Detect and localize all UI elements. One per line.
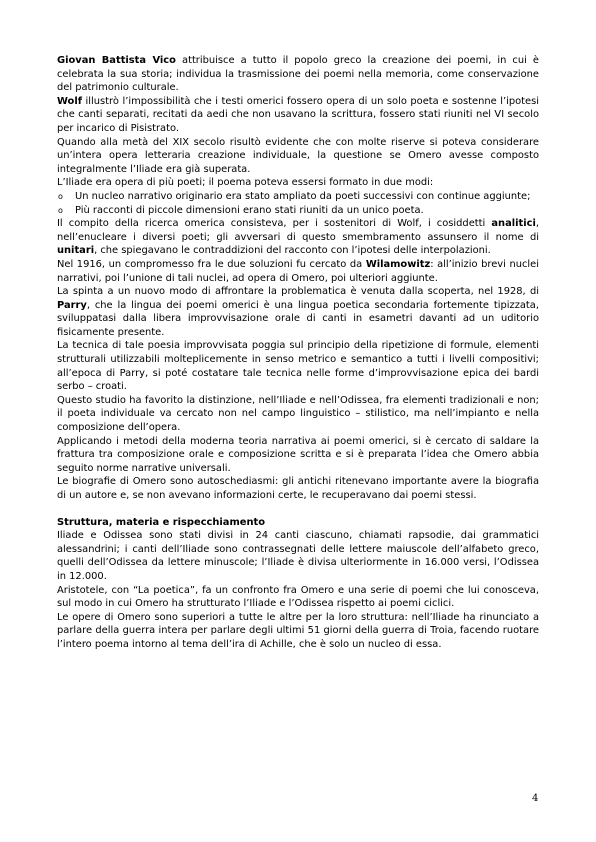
text-run: Nel 1916, un compromesso fra le due soluzioni fu cercato da	[57, 258, 366, 270]
name-wilamowitz: Wilamowitz	[365, 258, 431, 270]
paragraph-parry	[57, 285, 539, 339]
name-wolf: Wolf	[57, 95, 83, 107]
text-run: La spinta a un nuovo modo di affrontare la problematica è venuta dalla scoperta, nel 1928, di	[57, 286, 539, 298]
paragraph-tecnica: La tecnica di tale poesia improvvisata poggia sul principio della ripetizione di formule, elementi strutturali utilizzabili molteplicemente in senso metrico e semantico a tutti i livelli compositivi; all’epoca di Parry, si poté costatare tale tecnica nelle forme d’improvvisazione epica dei bardi serbo – croati.	[57, 340, 539, 393]
paragraph-wilamowitz	[57, 258, 539, 285]
paragraph-text: illustrò l’impossibilità che i testi omerici fossero opera di un solo poeta e sostenne l’ipotesi che canti separati, recitati da aedi che non usavano la scrittura, fossero stati riuniti nel VI secolo per incarico di Pisistrato.	[57, 95, 539, 134]
section-heading: Struttura, materia e rispecchiamento	[57, 516, 265, 528]
document-page	[57, 54, 539, 652]
bullet-marker: o	[58, 191, 63, 201]
paragraph-xix-secolo: Quando alla metà del XIX secolo risultò evidente che con molte riserve si poteva considerare un’intera opera letteraria creazione individuale, la questione se Omero avesse composto integralmente l’Iliade era già superata.	[57, 136, 539, 175]
paragraph-struttura: Le opere di Omero sono superiori a tutte le altre per la loro struttura: nell’Iliade ha rinunciato a parlare della guerra intera per parlare degli ultimi 51 giorni della guerra di Troia, facendo ruotare l’intero poema intorno al tema dell’ira di Achille, che è solo un nucleo di essa.	[57, 611, 539, 650]
name-parry: Parry	[57, 299, 87, 311]
paragraph-analitici-unitari	[57, 217, 539, 258]
term-unitari: unitari	[57, 245, 95, 257]
term-analitici: analitici	[491, 218, 536, 230]
paragraph-canti: Iliade e Odissea sono stati divisi in 24 canti ciascuno, chiamati rapsodie, dai grammatici alessandrini; i canti dell’Iliade sono contrassegnati delle lettere maiuscole dell’alfabeto greco, quelli dell’Odissea da lettere minuscole; l’Iliade è divisa ulteriormente in 16.000 versi, l’Odissea in 12.000.	[57, 530, 539, 582]
paragraph-biografie: Le biografie di Omero sono autoschediasmi: gli antichi ritenevano importante avere la biografia di un autore e, se non avevano informazioni certe, le recuperavano dai poemi stessi.	[57, 476, 539, 501]
list-item	[57, 204, 539, 218]
list-item-text: Più racconti di piccole dimensioni erano stati riuniti da un unico poeta.	[75, 204, 424, 216]
paragraph-studio: Questo studio ha favorito la distinzione, nell’Iliade e nell’Odissea, fra elementi tradizionali e non; il poeta individuale va cercato non nel campo linguistico – stilistico, ma nell’impianto e nella composizione dell’opera.	[57, 394, 539, 434]
bullet-list	[57, 190, 539, 217]
text-run: , che la lingua dei poemi omerici è una lingua poetica secondaria fortemente tipizzata, sviluppatasi dalla libera improvvisazione orale di canti in esametri davanti ad un uditorio fisicamente presente.	[57, 299, 539, 338]
page-number: 4	[532, 793, 539, 804]
list-item	[57, 190, 539, 204]
text-run: : all’inizio brevi nuclei narrativi, poi l’unione di tali nuclei, ad opera di Omero, poi ulteriori aggiunte.	[57, 258, 539, 284]
paragraph-vico	[57, 54, 539, 95]
list-item-text: Un nucleo narrativo originario era stato ampliato da poeti successivi con continue aggiunte;	[75, 190, 531, 202]
bullet-marker: o	[58, 205, 63, 215]
paragraph-teoria-narrativa: Applicando i metodi della moderna teoria narrativa ai poemi omerici, si è cercato di saldare la frattura tra composizione orale e composizione scritta e si è preparata l’idea che Omero abbia seguito norme narrative universali.	[57, 435, 539, 474]
text-run: , nell’enucleare i diversi poeti; gli avversari di questo smembramento assunsero il nome di	[57, 218, 539, 243]
text-run: Il compito della ricerca omerica consisteva, per i sostenitori di Wolf, i cosiddetti	[57, 218, 492, 230]
paragraph-wolf	[57, 95, 539, 136]
text-run: , che spiegavano le contraddizioni del racconto con l’ipotesi delle interpolazioni.	[94, 245, 491, 257]
paragraph-aristotele: Aristotele, con “La poetica”, fa un confronto fra Omero e una serie di poemi che lui conosceva, sul modo in cui Omero ha strutturato l’Iliade e l’Odissea rispetto ai poemi ciclici.	[57, 584, 539, 610]
paragraph-text: attribuisce a tutto il popolo greco la creazione dei poemi, in cui è celebrata la sua storia; individua la trasmissione dei poemi nella memoria, come conservazione del patrimonio culturale.	[57, 55, 539, 94]
paragraph-due-modi: L’Iliade era opera di più poeti; il poema poteva essersi formato in due modi:	[57, 177, 434, 189]
name-vico: Giovan Battista Vico	[57, 55, 176, 66]
